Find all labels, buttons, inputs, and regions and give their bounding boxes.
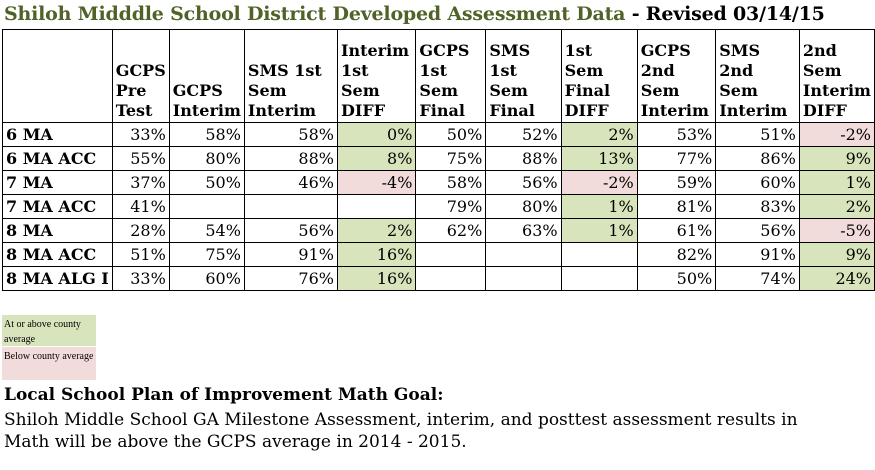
table-cell: 91% bbox=[244, 243, 337, 267]
table-cell: 88% bbox=[244, 147, 337, 171]
table-cell: 2% bbox=[799, 195, 874, 219]
table-cell: -5% bbox=[799, 219, 874, 243]
table-cell: 91% bbox=[716, 243, 800, 267]
table-cell: 79% bbox=[416, 195, 486, 219]
table-cell bbox=[337, 195, 415, 219]
table-body bbox=[3, 123, 875, 291]
table-cell: 81% bbox=[637, 195, 715, 219]
table-cell: 63% bbox=[486, 219, 561, 243]
table-cell: 55% bbox=[112, 147, 169, 171]
table-cell: 75% bbox=[169, 243, 244, 267]
table-cell bbox=[416, 267, 486, 291]
table-cell: 58% bbox=[244, 123, 337, 147]
table-cell: 33% bbox=[112, 123, 169, 147]
row-label: 8 MA bbox=[3, 219, 113, 243]
column-header: SMS 1st Sem Final bbox=[486, 30, 561, 123]
table-cell: 62% bbox=[416, 219, 486, 243]
table-cell bbox=[486, 267, 561, 291]
table-cell: 82% bbox=[637, 243, 715, 267]
table-cell: 9% bbox=[799, 147, 874, 171]
table-cell: 51% bbox=[112, 243, 169, 267]
table-cell: 52% bbox=[486, 123, 561, 147]
row-label: 8 MA ACC bbox=[3, 243, 113, 267]
table-cell: 50% bbox=[637, 267, 715, 291]
table-cell: 83% bbox=[716, 195, 800, 219]
table-cell: 28% bbox=[112, 219, 169, 243]
goal-heading: Local School Plan of Improvement Math Goal: bbox=[4, 385, 444, 405]
table-cell bbox=[169, 195, 244, 219]
table-cell bbox=[486, 243, 561, 267]
table-cell: -2% bbox=[799, 123, 874, 147]
column-header: GCPS 2nd Sem Interim bbox=[637, 30, 715, 123]
table-cell: 58% bbox=[169, 123, 244, 147]
table-cell: 2% bbox=[337, 219, 415, 243]
table-header-row bbox=[3, 30, 875, 123]
column-header bbox=[3, 30, 113, 123]
table-cell: 1% bbox=[561, 195, 637, 219]
table-cell: 2% bbox=[561, 123, 637, 147]
table-cell: 37% bbox=[112, 171, 169, 195]
row-label: 6 MA ACC bbox=[3, 147, 113, 171]
table-cell: 33% bbox=[112, 267, 169, 291]
table-cell bbox=[416, 243, 486, 267]
table-row bbox=[3, 195, 875, 219]
table-cell: 80% bbox=[169, 147, 244, 171]
table-cell: 61% bbox=[637, 219, 715, 243]
table-cell: 80% bbox=[486, 195, 561, 219]
row-label: 8 MA ALG I bbox=[3, 267, 113, 291]
table-cell: 41% bbox=[112, 195, 169, 219]
table-cell: 54% bbox=[169, 219, 244, 243]
table-cell: 24% bbox=[799, 267, 874, 291]
row-label: 7 MA ACC bbox=[3, 195, 113, 219]
column-header: GCPS Interim bbox=[169, 30, 244, 123]
table-cell bbox=[561, 243, 637, 267]
legend-below-average: Below county average bbox=[2, 347, 96, 380]
table-cell: 1% bbox=[799, 171, 874, 195]
row-label: 6 MA bbox=[3, 123, 113, 147]
table-cell: -4% bbox=[337, 171, 415, 195]
assessment-table bbox=[2, 29, 875, 291]
table-cell: 46% bbox=[244, 171, 337, 195]
column-header: 1st Sem Final DIFF bbox=[561, 30, 637, 123]
table-cell bbox=[244, 195, 337, 219]
column-header: 2nd Sem Interim DIFF bbox=[799, 30, 874, 123]
page-title bbox=[4, 3, 825, 29]
table-row bbox=[3, 219, 875, 243]
table-cell: 74% bbox=[716, 267, 800, 291]
row-label: 7 MA bbox=[3, 171, 113, 195]
column-header: SMS 2nd Sem Interim bbox=[716, 30, 800, 123]
table-cell: 0% bbox=[337, 123, 415, 147]
table-cell: 59% bbox=[637, 171, 715, 195]
table-row bbox=[3, 123, 875, 147]
table-row bbox=[3, 171, 875, 195]
table-cell: 16% bbox=[337, 267, 415, 291]
table-cell: 56% bbox=[486, 171, 561, 195]
table-cell: 58% bbox=[416, 171, 486, 195]
goal-text: Shiloh Middle School GA Milestone Assessment, interim, and posttest assessment results in Math will be above the GCPS average in 2014 - 2015. bbox=[4, 410, 798, 452]
table-cell: 13% bbox=[561, 147, 637, 171]
table-row bbox=[3, 147, 875, 171]
column-header: GCPS 1st Sem Final bbox=[416, 30, 486, 123]
table-cell: 75% bbox=[416, 147, 486, 171]
table-cell: 60% bbox=[716, 171, 800, 195]
table-cell: -2% bbox=[561, 171, 637, 195]
table-cell: 16% bbox=[337, 243, 415, 267]
table-cell: 50% bbox=[169, 171, 244, 195]
table-cell: 76% bbox=[244, 267, 337, 291]
table-cell: 56% bbox=[716, 219, 800, 243]
table-cell: 77% bbox=[637, 147, 715, 171]
table-cell: 1% bbox=[561, 219, 637, 243]
title-revised: - Revised 03/14/15 bbox=[625, 3, 825, 25]
table-cell: 56% bbox=[244, 219, 337, 243]
table-cell: 51% bbox=[716, 123, 800, 147]
table-cell bbox=[561, 267, 637, 291]
table-cell: 53% bbox=[637, 123, 715, 147]
column-header: SMS 1st Sem Interim bbox=[244, 30, 337, 123]
table-cell: 60% bbox=[169, 267, 244, 291]
table-cell: 86% bbox=[716, 147, 800, 171]
column-header: GCPS Pre Test bbox=[112, 30, 169, 123]
table-cell: 9% bbox=[799, 243, 874, 267]
table-cell: 8% bbox=[337, 147, 415, 171]
table-cell: 50% bbox=[416, 123, 486, 147]
table-cell: 88% bbox=[486, 147, 561, 171]
table-row bbox=[3, 243, 875, 267]
column-header: Interim 1st Sem DIFF bbox=[337, 30, 415, 123]
table-row bbox=[3, 267, 875, 291]
legend-above-average: At or above county average bbox=[2, 315, 96, 346]
title-main: Shiloh Midddle School District Developed Assessment Data bbox=[4, 3, 626, 25]
